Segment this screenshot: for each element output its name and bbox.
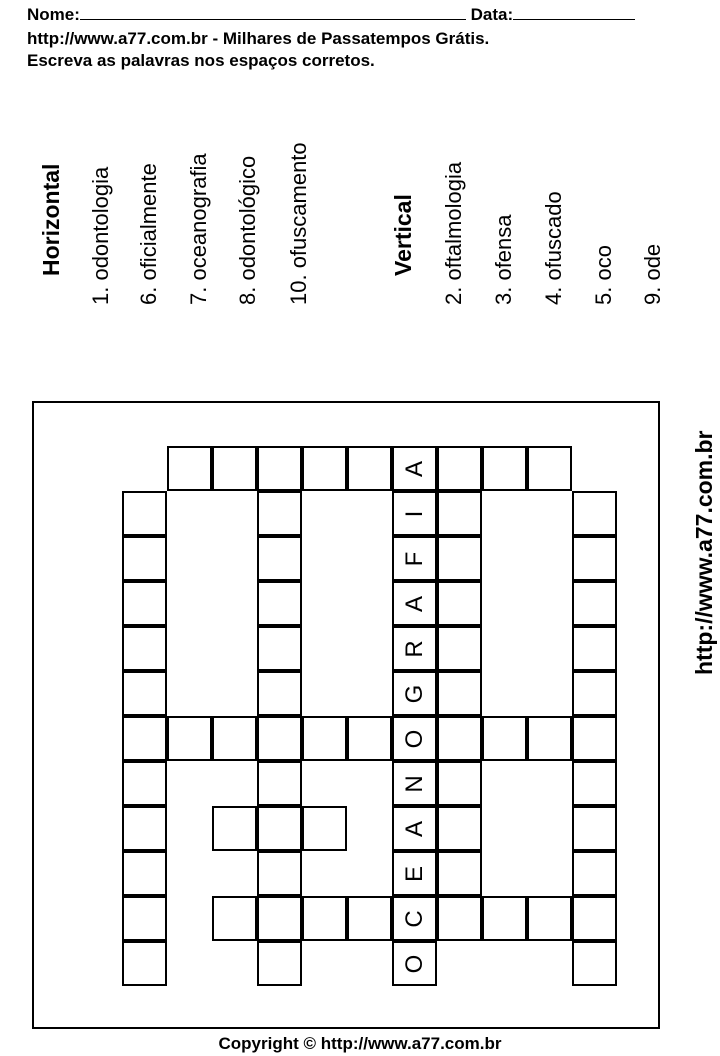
grid-cell[interactable] bbox=[122, 896, 167, 941]
grid-cell[interactable] bbox=[122, 761, 167, 806]
grid-cell[interactable] bbox=[482, 896, 527, 941]
grid-cell[interactable] bbox=[437, 806, 482, 851]
grid-cell[interactable] bbox=[392, 716, 437, 761]
grid-letter: O bbox=[400, 954, 428, 973]
grid-cell[interactable] bbox=[572, 896, 617, 941]
grid-cell[interactable] bbox=[437, 896, 482, 941]
grid-cell[interactable] bbox=[572, 806, 617, 851]
grid-cell[interactable] bbox=[572, 536, 617, 581]
grid-cell[interactable] bbox=[212, 806, 257, 851]
grid-cell[interactable] bbox=[437, 851, 482, 896]
grid-cell[interactable] bbox=[392, 941, 437, 986]
grid-cell[interactable] bbox=[437, 716, 482, 761]
grid-cell[interactable] bbox=[392, 851, 437, 896]
horizontal-clue: 6. oficialmente bbox=[136, 163, 161, 305]
grid-cell[interactable] bbox=[122, 941, 167, 986]
vertical-clue: 3. ofensa bbox=[491, 214, 516, 305]
grid-cell[interactable] bbox=[572, 581, 617, 626]
grid-cell[interactable] bbox=[167, 446, 212, 491]
grid-cell[interactable] bbox=[437, 671, 482, 716]
grid-cell[interactable] bbox=[257, 536, 302, 581]
horizontal-clue: 1. odontologia bbox=[88, 166, 113, 305]
grid-letter: A bbox=[400, 820, 428, 837]
grid-cell[interactable] bbox=[527, 896, 572, 941]
instruction-text: Escreva as palavras nos espaços corretos. bbox=[27, 51, 375, 70]
grid-cell[interactable] bbox=[437, 446, 482, 491]
grid-cell[interactable] bbox=[392, 446, 437, 491]
grid-letter: E bbox=[400, 865, 428, 882]
horizontal-clue: 10. ofuscamento bbox=[286, 142, 311, 305]
site-line: http://www.a77.com.br - Milhares de Passatempos Grátis. bbox=[27, 29, 490, 48]
grid-cell[interactable] bbox=[257, 941, 302, 986]
grid-cell[interactable] bbox=[212, 716, 257, 761]
name-date-line bbox=[27, 3, 635, 25]
grid-cell[interactable] bbox=[437, 536, 482, 581]
grid-cell[interactable] bbox=[257, 446, 302, 491]
grid-cell[interactable] bbox=[392, 761, 437, 806]
grid-cell[interactable] bbox=[257, 761, 302, 806]
grid-cell[interactable] bbox=[167, 716, 212, 761]
grid-cell[interactable] bbox=[437, 581, 482, 626]
grid-cell[interactable] bbox=[572, 671, 617, 716]
grid-cell[interactable] bbox=[257, 581, 302, 626]
grid-cell[interactable] bbox=[572, 941, 617, 986]
vertical-title: Vertical bbox=[390, 194, 416, 276]
grid-letter: R bbox=[400, 639, 428, 658]
grid-cell[interactable] bbox=[347, 896, 392, 941]
grid-letter: A bbox=[400, 595, 428, 612]
grid-letter: A bbox=[400, 460, 428, 477]
grid-cell[interactable] bbox=[122, 806, 167, 851]
grid-letter: N bbox=[400, 774, 428, 793]
grid-cell[interactable] bbox=[392, 626, 437, 671]
grid-cell[interactable] bbox=[302, 446, 347, 491]
date-field[interactable] bbox=[513, 3, 635, 20]
grid-letter: F bbox=[400, 551, 428, 566]
grid-cell[interactable] bbox=[212, 446, 257, 491]
grid-cell[interactable] bbox=[392, 536, 437, 581]
side-url: http://www.a77.com.br bbox=[691, 430, 717, 675]
grid-cell[interactable] bbox=[257, 716, 302, 761]
horizontal-clue: 7. oceanografia bbox=[186, 153, 211, 305]
grid-cell[interactable] bbox=[392, 806, 437, 851]
grid-cell[interactable] bbox=[257, 896, 302, 941]
grid-cell[interactable] bbox=[122, 581, 167, 626]
horizontal-clue: 8. odontológico bbox=[235, 155, 260, 305]
grid-cell[interactable] bbox=[122, 716, 167, 761]
grid-cell[interactable] bbox=[527, 446, 572, 491]
grid-letter: I bbox=[400, 510, 428, 517]
grid-cell[interactable] bbox=[122, 851, 167, 896]
grid-cell[interactable] bbox=[572, 716, 617, 761]
grid-cell[interactable] bbox=[257, 491, 302, 536]
grid-letter: O bbox=[400, 729, 428, 748]
grid-cell[interactable] bbox=[572, 491, 617, 536]
grid-cell[interactable] bbox=[257, 671, 302, 716]
vertical-clue: 5. oco bbox=[591, 245, 616, 305]
grid-cell[interactable] bbox=[482, 446, 527, 491]
grid-cell[interactable] bbox=[122, 536, 167, 581]
grid-cell[interactable] bbox=[572, 761, 617, 806]
grid-cell[interactable] bbox=[437, 491, 482, 536]
grid-cell[interactable] bbox=[482, 716, 527, 761]
grid-cell[interactable] bbox=[302, 716, 347, 761]
grid-cell[interactable] bbox=[392, 491, 437, 536]
grid-cell[interactable] bbox=[572, 626, 617, 671]
name-field[interactable] bbox=[80, 3, 466, 20]
grid-cell[interactable] bbox=[257, 626, 302, 671]
grid-cell[interactable] bbox=[437, 626, 482, 671]
grid-cell[interactable] bbox=[302, 896, 347, 941]
grid-cell[interactable] bbox=[572, 851, 617, 896]
vertical-clue: 2. oftalmologia bbox=[441, 161, 466, 305]
grid-cell[interactable] bbox=[527, 716, 572, 761]
grid-cell[interactable] bbox=[392, 896, 437, 941]
grid-cell[interactable] bbox=[122, 626, 167, 671]
grid-letter: G bbox=[400, 684, 428, 703]
grid-cell[interactable] bbox=[122, 491, 167, 536]
grid-letter: C bbox=[400, 909, 428, 928]
grid-cell[interactable] bbox=[392, 671, 437, 716]
vertical-clue: 4. ofuscado bbox=[541, 191, 566, 305]
grid-cell[interactable] bbox=[347, 716, 392, 761]
grid-cell[interactable] bbox=[302, 806, 347, 851]
grid-cell[interactable] bbox=[257, 806, 302, 851]
grid-cell[interactable] bbox=[392, 581, 437, 626]
date-label: Data: bbox=[470, 5, 514, 24]
copyright: Copyright © http://www.a77.com.br bbox=[218, 1034, 502, 1053]
vertical-clue: 9. ode bbox=[640, 243, 665, 305]
grid-cell[interactable] bbox=[437, 761, 482, 806]
grid-cell[interactable] bbox=[122, 671, 167, 716]
grid-cell[interactable] bbox=[212, 896, 257, 941]
name-label: Nome: bbox=[27, 5, 80, 24]
horizontal-title: Horizontal bbox=[38, 163, 64, 276]
grid-cell[interactable] bbox=[347, 446, 392, 491]
grid-cell[interactable] bbox=[257, 851, 302, 896]
